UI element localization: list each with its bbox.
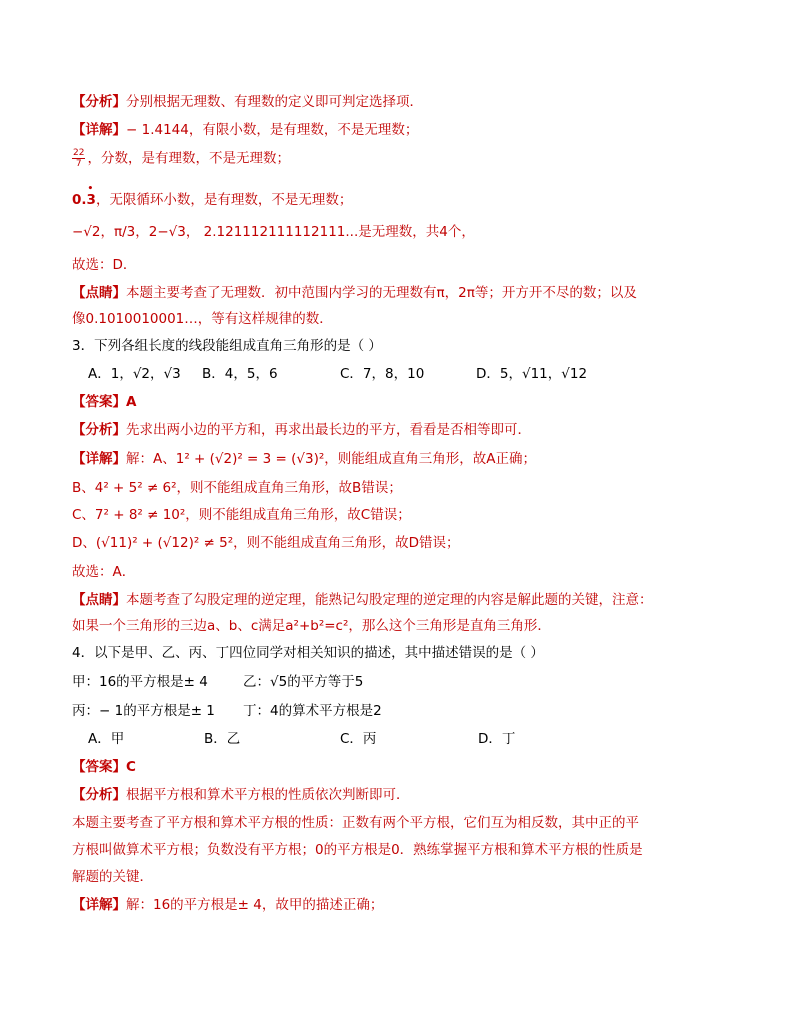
detail-c-line bbox=[72, 505, 411, 525]
explanation-text-2: 方根叫做算术平方根；负数没有平方根；0的平方根是0．熟练掌握平方根和算术平方根的性质是 bbox=[72, 842, 643, 858]
statement-ding: 丁：4的算术平方根是2 bbox=[243, 703, 382, 719]
repeating-decimal-line bbox=[72, 190, 352, 210]
fraction-line bbox=[72, 148, 290, 169]
analysis-text-2: 先求出两小边的平方和，再求出最长边的平方，看看是否相等即可． bbox=[126, 422, 531, 438]
analysis-tag-3: 【分析】 bbox=[72, 787, 126, 803]
choice-text-2: 故选：A． bbox=[72, 564, 136, 580]
answer-line bbox=[72, 392, 136, 412]
option-c-2: C．丙 bbox=[340, 731, 377, 747]
explanation-text-1: 本题主要考查了平方根和算术平方根的性质：正数有两个平方根，它们互为相反数，其中正的平 bbox=[72, 815, 639, 831]
choice-line-2 bbox=[72, 562, 135, 582]
fraction-denominator: 7 bbox=[75, 159, 82, 169]
repeating-decimal-text: ，无限循环小数，是有理数，不是无理数； bbox=[95, 192, 353, 208]
explanation-line-1 bbox=[72, 813, 639, 833]
analysis-line-3 bbox=[72, 785, 410, 805]
answer-line-2 bbox=[72, 757, 136, 777]
option-b-2: B．乙 bbox=[204, 731, 241, 747]
option-d: D．5，√11，√12 bbox=[476, 366, 588, 382]
choice-text: 故选：D． bbox=[72, 257, 137, 273]
fraction-numerator: 22 bbox=[73, 148, 85, 158]
comment-text-2: 本题考查了勾股定理的逆定理，能熟记勾股定理的逆定理的内容是解此题的关键，注意： bbox=[126, 592, 653, 608]
detail-text-2: 解：A、1² + (√2)² = 3 = (√3)²，则能组成直角三角形，故A正确； bbox=[126, 451, 537, 467]
irrational-list-text: −√2，π/3，2−√3， 2.121112111112111...是无理数，共4个， bbox=[72, 224, 475, 240]
statements-row-2 bbox=[72, 701, 382, 721]
analysis-line-2 bbox=[72, 420, 531, 440]
comment-continued-text-2: 如果一个三角形的三边a、b、c满足a²+b²=c²，那么这个三角形是直角三角形． bbox=[72, 618, 551, 634]
option-a-2: A．甲 bbox=[88, 731, 125, 747]
explanation-text-3: 解题的关键． bbox=[72, 869, 153, 885]
statement-bing: 丙：− 1的平方根是± 1 bbox=[72, 703, 215, 719]
question-3 bbox=[72, 336, 382, 356]
analysis-text-3: 根据平方根和算术平方根的性质依次判断即可． bbox=[126, 787, 410, 803]
detail-tag-2: 【详解】 bbox=[72, 451, 126, 467]
detail-line-3 bbox=[72, 895, 383, 915]
question-4-options bbox=[88, 729, 515, 749]
statements-row-1 bbox=[72, 672, 363, 692]
analysis-line bbox=[72, 92, 423, 112]
comment-tag-2: 【点睛】 bbox=[72, 592, 126, 608]
question-3-text: 3．下列各组长度的线段能组成直角三角形的是（ ） bbox=[72, 338, 382, 354]
detail-d-text: D、(√11)² + (√12)² ≠ 5²，则不能组成直角三角形，故D错误； bbox=[72, 535, 460, 551]
irrational-list-line bbox=[72, 222, 475, 242]
answer-tag: 【答案】 bbox=[72, 394, 126, 410]
question-3-options bbox=[88, 364, 587, 384]
explanation-line-3 bbox=[72, 867, 153, 887]
analysis-text: 分别根据无理数、有理数的定义即可判定选择项． bbox=[126, 94, 423, 110]
fraction-line-text: ，分数，是有理数，不是无理数； bbox=[87, 150, 290, 167]
answer-text: A bbox=[126, 394, 137, 410]
answer-text-2: C bbox=[126, 759, 136, 775]
analysis-tag: 【分析】 bbox=[72, 94, 126, 110]
decimal-prefix: 0. bbox=[72, 192, 87, 208]
statement-yi: 乙：√5的平方等于5 bbox=[243, 674, 364, 690]
detail-b-line bbox=[72, 478, 402, 498]
detail-text: − 1.4144，有限小数，是有理数，不是无理数； bbox=[126, 122, 419, 138]
comment-line-2 bbox=[72, 590, 653, 610]
question-4-text: 4．以下是甲、乙、丙、丁四位同学对相关知识的描述，其中描述错误的是（ ） bbox=[72, 645, 544, 661]
detail-line-2 bbox=[72, 449, 536, 469]
comment-text: 本题主要考查了无理数．初中范围内学习的无理数有π，2π等；开方开不尽的数；以及 bbox=[126, 285, 637, 301]
option-b: B．4，5，6 bbox=[202, 366, 278, 382]
option-d-2: D．丁 bbox=[478, 731, 516, 747]
comment-line bbox=[72, 283, 637, 303]
choice-line bbox=[72, 255, 136, 275]
explanation-line-2 bbox=[72, 840, 643, 860]
comment-continued-line bbox=[72, 309, 333, 329]
detail-c-text: C、7² + 8² ≠ 10²，则不能组成直角三角形，故C错误； bbox=[72, 507, 411, 523]
answer-tag-2: 【答案】 bbox=[72, 759, 126, 775]
detail-text-3: 解：16的平方根是± 4，故甲的描述正确； bbox=[126, 897, 384, 913]
comment-tag: 【点睛】 bbox=[72, 285, 126, 301]
analysis-tag-2: 【分析】 bbox=[72, 422, 126, 438]
detail-line bbox=[72, 120, 418, 140]
detail-tag-3: 【详解】 bbox=[72, 897, 126, 913]
detail-tag: 【详解】 bbox=[72, 122, 126, 138]
option-c: C．7，8，10 bbox=[340, 366, 425, 382]
detail-b-text: B、4² + 5² ≠ 6²，则不能组成直角三角形，故B错误； bbox=[72, 480, 402, 496]
detail-d-line bbox=[72, 533, 460, 553]
comment-continued-line-2 bbox=[72, 616, 551, 636]
statement-jia: 甲：16的平方根是± 4 bbox=[72, 674, 208, 690]
question-4 bbox=[72, 643, 544, 663]
comment-continued-text: 像0.1010010001…，等有这样规律的数． bbox=[72, 311, 333, 327]
option-a: A．1，√2，√3 bbox=[88, 366, 181, 382]
repeating-digit: • 3 bbox=[87, 190, 96, 210]
fraction bbox=[72, 148, 85, 169]
